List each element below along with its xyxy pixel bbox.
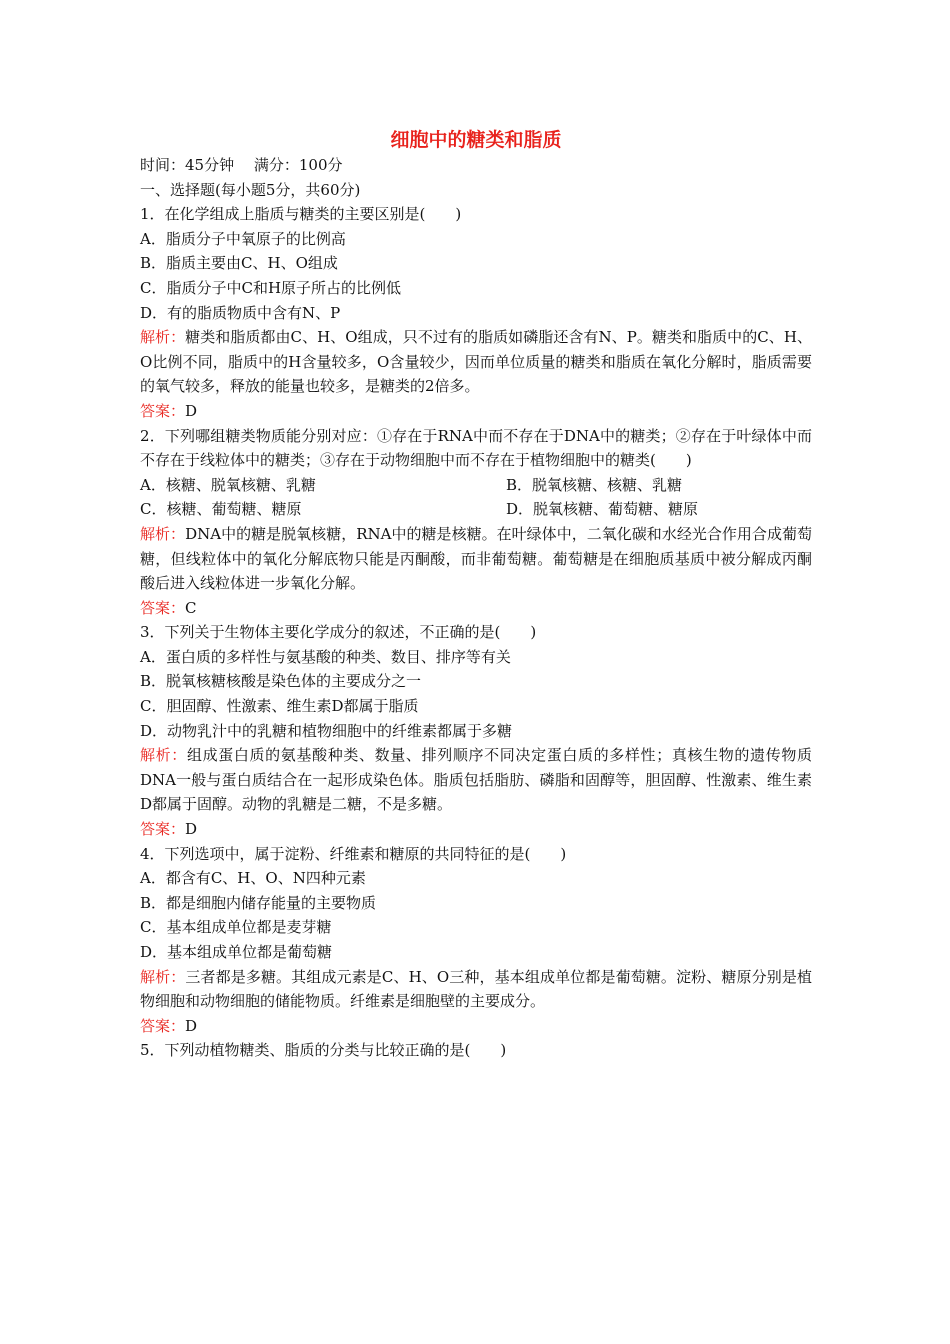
option-c: C．核糖、葡萄糖、糖原 [140, 500, 302, 519]
question-5 [140, 1038, 812, 1063]
analysis-text: 组成蛋白质的氨基酸种类、数量、排列顺序不同决定蛋白质的多样性；真核生物的遗传物质DNA一般与蛋白质结合在一起形成染色体。脂质包括脂肪、磷脂和固醇等，胆固醇、性激素、维生素D都属于固醇。动物的乳糖是二糖，不是多糖。 [140, 746, 812, 814]
option-c: C．胆固醇、性激素、维生素D都属于脂质 [140, 697, 419, 716]
analysis-label: 解析： [140, 524, 186, 543]
question-stem: 1．在化学组成上脂质与糖类的主要区别是( ) [140, 205, 462, 224]
answer [140, 817, 812, 842]
question-stem: 2．下列哪组糖类物质能分别对应：①存在于RNA中而不存在于DNA中的糖类；②存在于叶绿体中而不存在于线粒体中的糖类；③存在于动物细胞中而不存在于植物细胞中的糖类( ) [140, 426, 812, 470]
question-stem: 4．下列选项中，属于淀粉、纤维素和糖原的共同特征的是( ) [140, 844, 567, 863]
answer-label: 答案： [140, 820, 186, 839]
option-a: A．都含有C、H、O、N四种元素 [140, 869, 366, 888]
option-a: A．核糖、脱氧核糖、乳糖 [140, 475, 316, 494]
answer-label: 答案： [140, 401, 186, 420]
answer-value: D [185, 820, 198, 839]
document-page [140, 128, 812, 1063]
analysis-label: 解析： [140, 328, 186, 347]
analysis-label: 解析： [140, 746, 187, 765]
analysis [140, 743, 812, 817]
option-d: D．脱氧核糖、葡萄糖、糖原 [506, 500, 699, 519]
answer [140, 596, 812, 621]
analysis-text: 三者都是多糖。其组成元素是C、H、O三种，基本组成单位都是葡萄糖。淀粉、糖原分别是植物细胞和动物细胞的储能物质。纤维素是细胞壁的主要成分。 [140, 967, 812, 1011]
question-2 [140, 424, 812, 621]
option-b: B．脂质主要由C、H、O组成 [140, 254, 338, 273]
option-c: C．脂质分子中C和H原子所占的比例低 [140, 278, 402, 297]
analysis-label: 解析： [140, 967, 186, 986]
answer [140, 1014, 812, 1039]
option-b: B．脱氧核糖核酸是染色体的主要成分之一 [140, 672, 422, 691]
answer-value: C [185, 598, 197, 617]
option-b: B．脱氧核糖、核糖、乳糖 [506, 475, 683, 494]
section-heading: 一、选择题(每小题5分，共60分) [140, 180, 361, 199]
option-b: B．都是细胞内储存能量的主要物质 [140, 893, 377, 912]
option-a: A．蛋白质的多样性与氨基酸的种类、数目、排序等有关 [140, 647, 511, 666]
answer-label: 答案： [140, 598, 186, 617]
exam-meta: 时间：45分钟 满分：100分 [140, 156, 343, 174]
question-stem: 5．下列动植物糖类、脂质的分类与比较正确的是( ) [140, 1041, 507, 1060]
analysis [140, 522, 812, 596]
option-c: C．基本组成单位都是麦芽糖 [140, 918, 332, 937]
question-3 [140, 620, 812, 841]
analysis [140, 965, 812, 1014]
analysis-text: 糖类和脂质都由C、H、O组成，只不过有的脂质如磷脂还含有N、P。糖类和脂质中的C、H、O比例不同，脂质中的H含量较多，O含量较少，因而单位质量的糖类和脂质在氧化分解时，脂质需要的氧气较多，释放的能量也较多，是糖类的2倍多。 [140, 328, 812, 396]
question-4 [140, 842, 812, 1039]
option-d: D．动物乳汁中的乳糖和植物细胞中的纤维素都属于多糖 [140, 721, 513, 740]
analysis-text: DNA中的糖是脱氧核糖，RNA中的糖是核糖。在叶绿体中，二氧化碳和水经光合作用合成葡萄糖，但线粒体中的氧化分解底物只能是丙酮酸，而非葡萄糖。葡萄糖是在细胞质基质中被分解成丙酮酸后进入线粒体进一步氧化分解。 [140, 524, 812, 593]
question-stem: 3．下列关于生物体主要化学成分的叙述，不正确的是( ) [140, 623, 537, 642]
question-1 [140, 202, 812, 423]
answer [140, 399, 812, 424]
answer-value: D [185, 401, 198, 420]
option-a: A．脂质分子中氧原子的比例高 [140, 229, 346, 248]
document-title: 细胞中的糖类和脂质 [390, 129, 562, 151]
answer-label: 答案： [140, 1016, 186, 1035]
analysis [140, 325, 812, 399]
option-d: D．有的脂质物质中含有N、P [140, 303, 341, 322]
options-grid [140, 473, 812, 522]
option-d: D．基本组成单位都是葡萄糖 [140, 943, 333, 961]
answer-value: D [185, 1016, 198, 1035]
